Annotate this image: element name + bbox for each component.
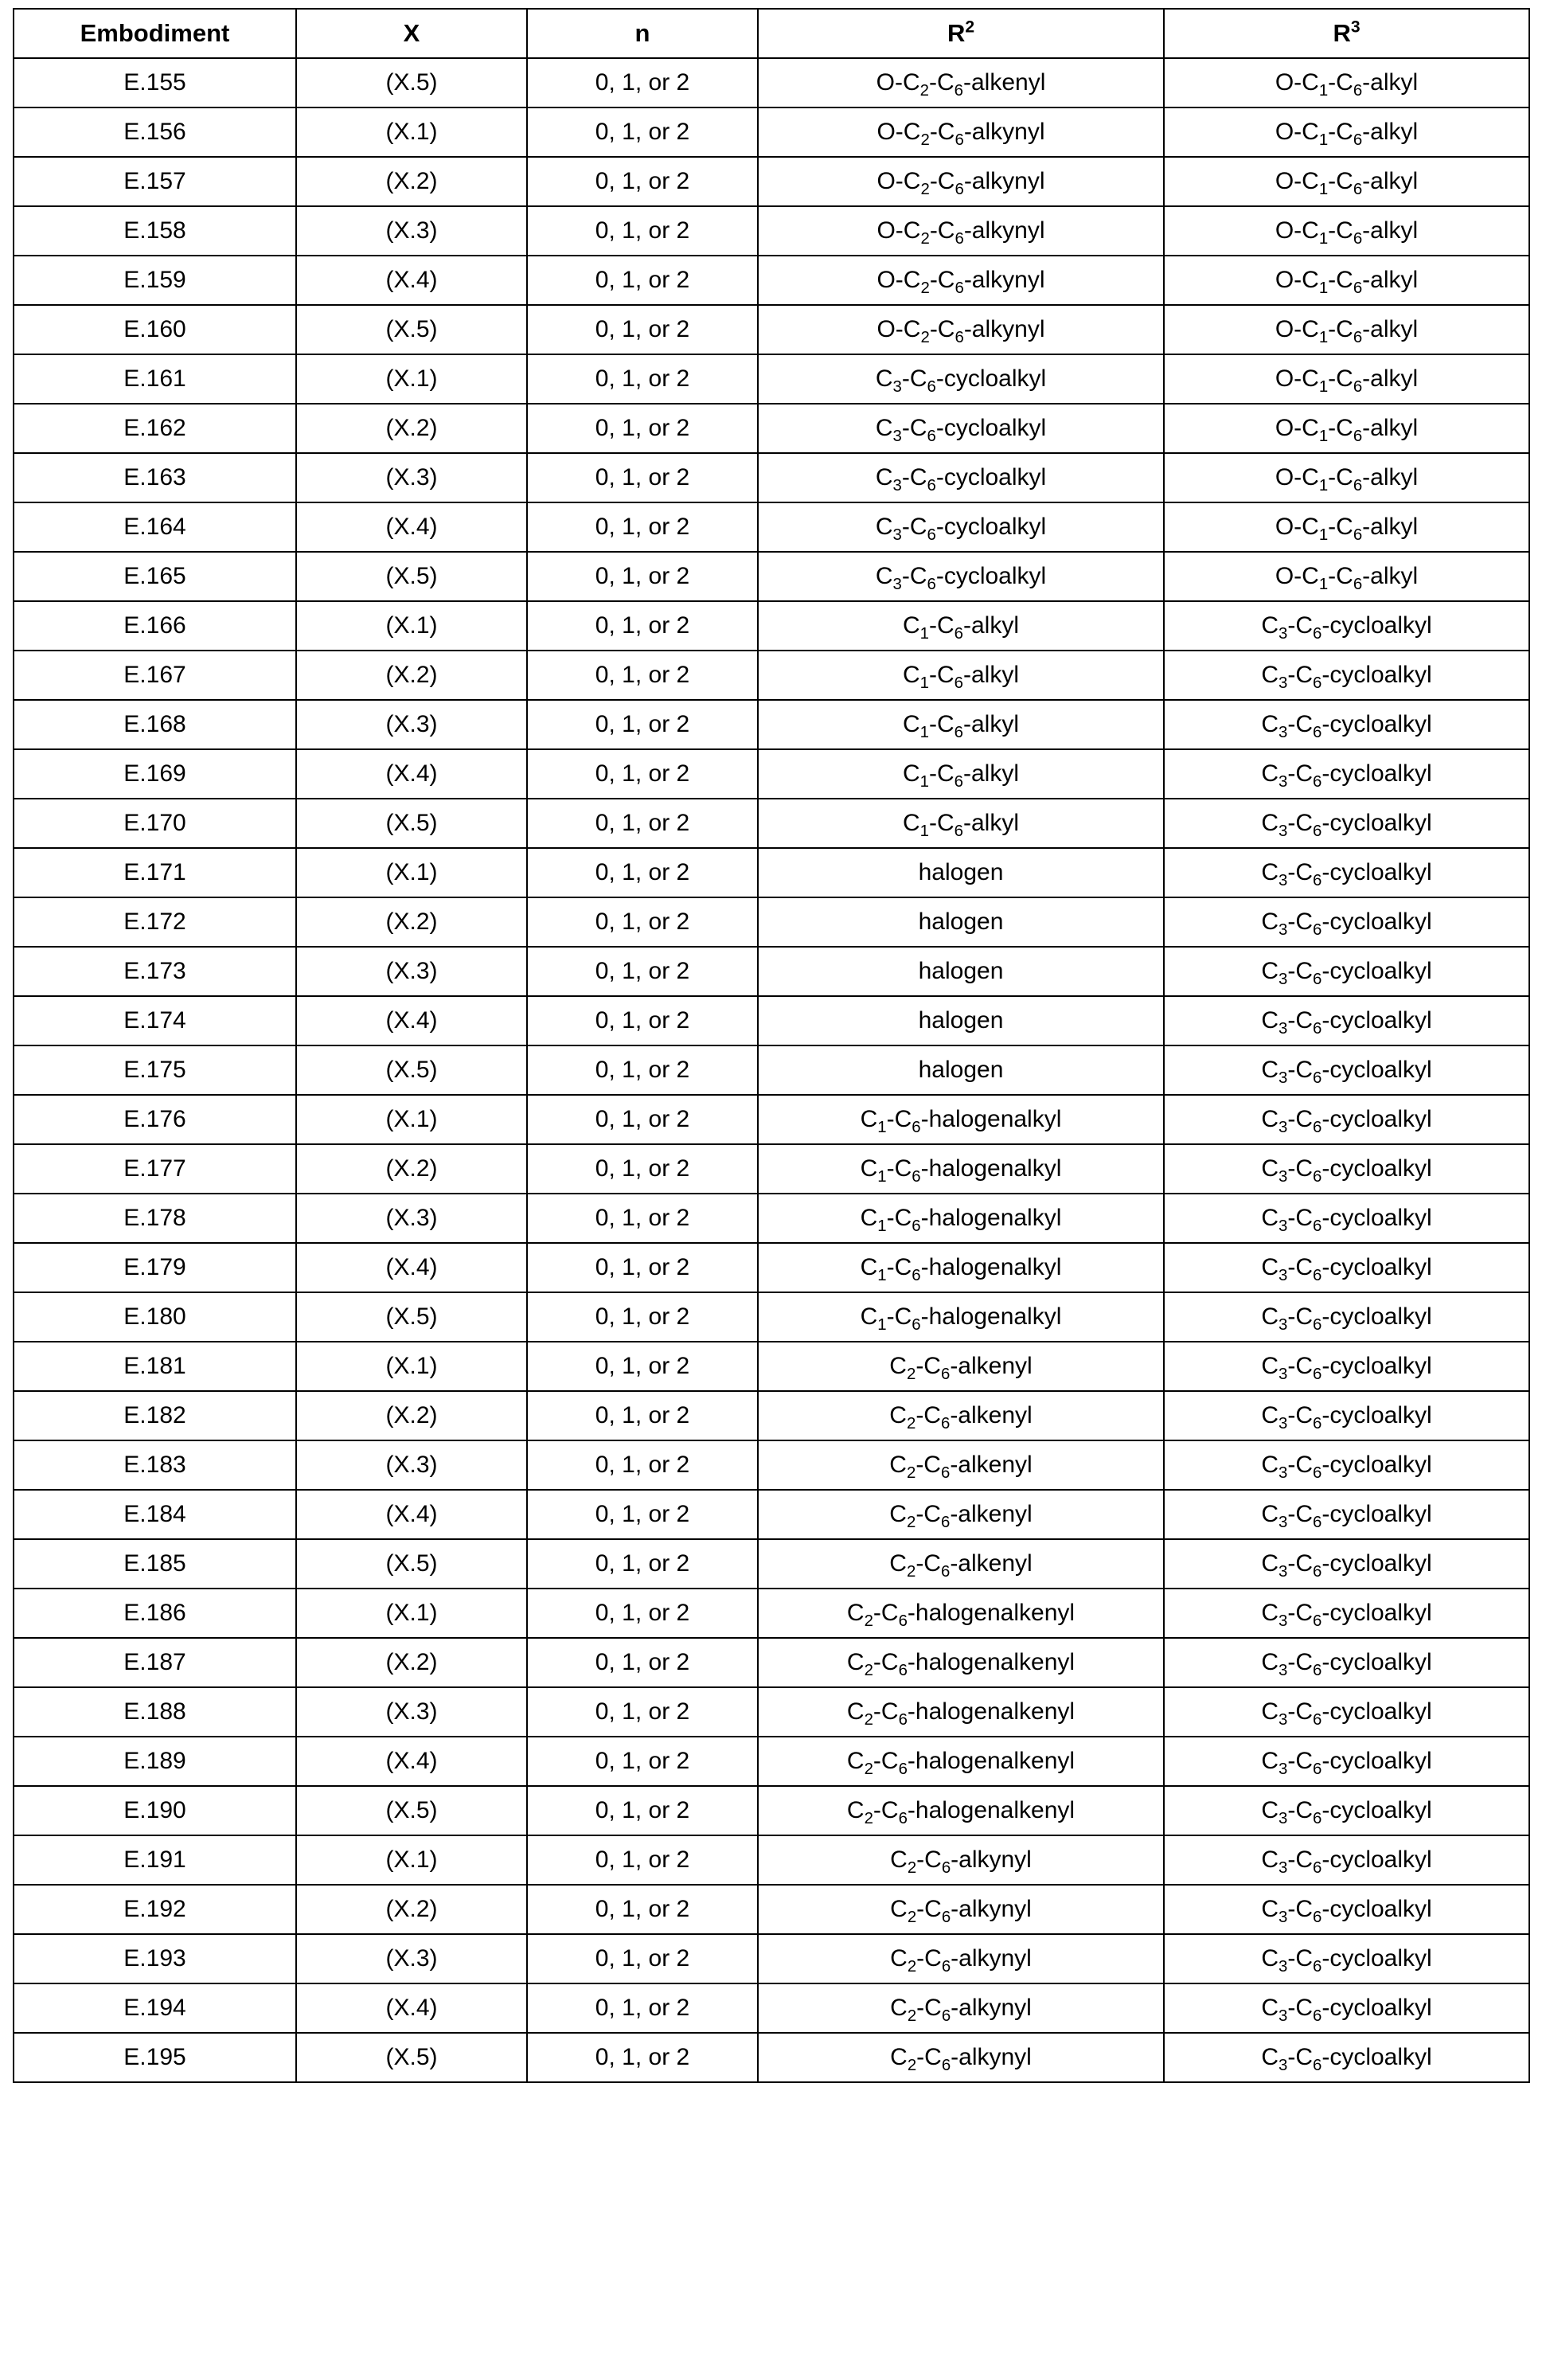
cell-r2: $C_2-C_6$-alkynyl <box>758 1983 1164 2033</box>
cell-r3: $C_3-C_6$-cycloalkyl <box>1164 1243 1529 1292</box>
cell-n: 0, 1, or 2 <box>527 1835 758 1885</box>
cell-x: (X.4) <box>296 1737 527 1786</box>
cell-embodiment: E.168 <box>14 700 296 749</box>
table-row <box>14 256 1529 305</box>
cell-r3: $C_3-C_6$-cycloalkyl <box>1164 1045 1529 1095</box>
table-row <box>14 1243 1529 1292</box>
cell-r2: $C_1-C_6$-alkyl <box>758 601 1164 651</box>
cell-embodiment: E.163 <box>14 453 296 502</box>
cell-r2: $C_2-C_6$-alkynyl <box>758 1835 1164 1885</box>
cell-r2: $C_1-C_6$-alkyl <box>758 651 1164 700</box>
cell-embodiment: E.158 <box>14 206 296 256</box>
cell-r2: $C_1-C_6$-halogenalkyl <box>758 1144 1164 1194</box>
cell-n: 0, 1, or 2 <box>527 552 758 601</box>
cell-r2: $C_3-C_6$-cycloalkyl <box>758 552 1164 601</box>
cell-r2: $C_2-C_6$-halogenalkenyl <box>758 1737 1164 1786</box>
cell-x: (X.5) <box>296 2033 527 2082</box>
cell-r2: $C_2-C_6$-halogenalkenyl <box>758 1589 1164 1638</box>
cell-embodiment: E.185 <box>14 1539 296 1589</box>
cell-n: 0, 1, or 2 <box>527 1342 758 1391</box>
cell-r3: $C_3-C_6$-cycloalkyl <box>1164 1194 1529 1243</box>
cell-r2: $C_2-C_6$-alkenyl <box>758 1342 1164 1391</box>
table-row <box>14 453 1529 502</box>
cell-x: (X.3) <box>296 453 527 502</box>
cell-r2: $C_1-C_6$-halogenalkyl <box>758 1243 1164 1292</box>
cell-embodiment: E.172 <box>14 897 296 947</box>
cell-n: 0, 1, or 2 <box>527 1045 758 1095</box>
table-row <box>14 1490 1529 1539</box>
table-row <box>14 1983 1529 2033</box>
cell-r3: $C_3-C_6$-cycloalkyl <box>1164 1292 1529 1342</box>
cell-n: 0, 1, or 2 <box>527 502 758 552</box>
cell-r2: $C_2-C_6$-alkynyl <box>758 1934 1164 1983</box>
cell-n: 0, 1, or 2 <box>527 897 758 947</box>
cell-embodiment: E.181 <box>14 1342 296 1391</box>
table-row <box>14 651 1529 700</box>
cell-n: 0, 1, or 2 <box>527 1144 758 1194</box>
cell-r2: $C_2-C_6$-alkynyl <box>758 2033 1164 2082</box>
cell-x: (X.4) <box>296 1983 527 2033</box>
cell-r3: $C_3-C_6$-cycloalkyl <box>1164 1539 1529 1589</box>
cell-x: (X.2) <box>296 157 527 206</box>
cell-embodiment: E.171 <box>14 848 296 897</box>
cell-embodiment: E.165 <box>14 552 296 601</box>
table-row <box>14 1539 1529 1589</box>
cell-n: 0, 1, or 2 <box>527 256 758 305</box>
table-row <box>14 58 1529 107</box>
cell-x: (X.4) <box>296 996 527 1045</box>
cell-r3: $C_3-C_6$-cycloalkyl <box>1164 651 1529 700</box>
cell-x: (X.5) <box>296 552 527 601</box>
cell-x: (X.1) <box>296 1342 527 1391</box>
cell-embodiment: E.164 <box>14 502 296 552</box>
cell-n: 0, 1, or 2 <box>527 305 758 354</box>
table-row <box>14 1737 1529 1786</box>
cell-x: (X.1) <box>296 848 527 897</box>
cell-r2: halogen <box>758 1045 1164 1095</box>
cell-r3: $O-C_1-C_6$-alkyl <box>1164 552 1529 601</box>
cell-r2: halogen <box>758 897 1164 947</box>
cell-r3: $C_3-C_6$-cycloalkyl <box>1164 848 1529 897</box>
cell-x: (X.4) <box>296 749 527 799</box>
cell-r2: $C_1-C_6$-halogenalkyl <box>758 1292 1164 1342</box>
cell-n: 0, 1, or 2 <box>527 700 758 749</box>
cell-r2: $C_2-C_6$-halogenalkenyl <box>758 1786 1164 1835</box>
cell-n: 0, 1, or 2 <box>527 1737 758 1786</box>
cell-x: (X.4) <box>296 502 527 552</box>
cell-r3: $O-C_1-C_6$-alkyl <box>1164 453 1529 502</box>
cell-r2: $O-C_2-C_6$-alkenyl <box>758 58 1164 107</box>
cell-r3: $O-C_1-C_6$-alkyl <box>1164 256 1529 305</box>
table-row <box>14 107 1529 157</box>
cell-embodiment: E.170 <box>14 799 296 848</box>
table-row <box>14 1045 1529 1095</box>
cell-x: (X.5) <box>296 1539 527 1589</box>
table-header-row <box>14 9 1529 58</box>
cell-r3: $C_3-C_6$-cycloalkyl <box>1164 1934 1529 1983</box>
cell-embodiment: E.188 <box>14 1687 296 1737</box>
cell-x: (X.1) <box>296 1589 527 1638</box>
cell-n: 0, 1, or 2 <box>527 848 758 897</box>
table-row <box>14 1095 1529 1144</box>
cell-x: (X.5) <box>296 799 527 848</box>
cell-r2: $O-C_2-C_6$-alkynyl <box>758 206 1164 256</box>
cell-r2: $C_2-C_6$-alkynyl <box>758 1885 1164 1934</box>
cell-r3: $C_3-C_6$-cycloalkyl <box>1164 700 1529 749</box>
cell-embodiment: E.193 <box>14 1934 296 1983</box>
cell-r2: $C_2-C_6$-alkenyl <box>758 1391 1164 1440</box>
table-row <box>14 1342 1529 1391</box>
table-row <box>14 502 1529 552</box>
cell-n: 0, 1, or 2 <box>527 1440 758 1490</box>
cell-x: (X.3) <box>296 1687 527 1737</box>
cell-r2: $C_1-C_6$-halogenalkyl <box>758 1095 1164 1144</box>
cell-r2: $C_2-C_6$-halogenalkenyl <box>758 1638 1164 1687</box>
table-row <box>14 157 1529 206</box>
cell-n: 0, 1, or 2 <box>527 206 758 256</box>
cell-embodiment: E.189 <box>14 1737 296 1786</box>
cell-r3: $C_3-C_6$-cycloalkyl <box>1164 601 1529 651</box>
cell-embodiment: E.173 <box>14 947 296 996</box>
cell-n: 0, 1, or 2 <box>527 157 758 206</box>
cell-r3: $C_3-C_6$-cycloalkyl <box>1164 1687 1529 1737</box>
cell-r2: $O-C_2-C_6$-alkynyl <box>758 157 1164 206</box>
cell-r3: $O-C_1-C_6$-alkyl <box>1164 206 1529 256</box>
cell-embodiment: E.162 <box>14 404 296 453</box>
table-row <box>14 1786 1529 1835</box>
cell-n: 0, 1, or 2 <box>527 1194 758 1243</box>
cell-x: (X.4) <box>296 1490 527 1539</box>
cell-r2: $C_1-C_6$-alkyl <box>758 749 1164 799</box>
table-row <box>14 1687 1529 1737</box>
table-row <box>14 601 1529 651</box>
cell-n: 0, 1, or 2 <box>527 1589 758 1638</box>
cell-r3: $C_3-C_6$-cycloalkyl <box>1164 947 1529 996</box>
cell-r2: $C_2-C_6$-alkenyl <box>758 1490 1164 1539</box>
cell-x: (X.3) <box>296 700 527 749</box>
cell-x: (X.1) <box>296 601 527 651</box>
cell-r3: $C_3-C_6$-cycloalkyl <box>1164 1342 1529 1391</box>
cell-r2: $C_1-C_6$-alkyl <box>758 799 1164 848</box>
cell-embodiment: E.184 <box>14 1490 296 1539</box>
cell-r3: $O-C_1-C_6$-alkyl <box>1164 404 1529 453</box>
cell-n: 0, 1, or 2 <box>527 107 758 157</box>
cell-r3: $C_3-C_6$-cycloalkyl <box>1164 749 1529 799</box>
table-body <box>14 58 1529 2082</box>
table-row <box>14 1835 1529 1885</box>
cell-r3: $C_3-C_6$-cycloalkyl <box>1164 897 1529 947</box>
cell-n: 0, 1, or 2 <box>527 996 758 1045</box>
cell-embodiment: E.182 <box>14 1391 296 1440</box>
table-row <box>14 1885 1529 1934</box>
cell-embodiment: E.183 <box>14 1440 296 1490</box>
cell-r2: $C_3-C_6$-cycloalkyl <box>758 404 1164 453</box>
cell-x: (X.3) <box>296 947 527 996</box>
cell-r2: $C_2-C_6$-halogenalkenyl <box>758 1687 1164 1737</box>
cell-r3: $C_3-C_6$-cycloalkyl <box>1164 799 1529 848</box>
cell-embodiment: E.155 <box>14 58 296 107</box>
cell-embodiment: E.159 <box>14 256 296 305</box>
cell-x: (X.5) <box>296 1045 527 1095</box>
cell-n: 0, 1, or 2 <box>527 1638 758 1687</box>
table-row <box>14 1934 1529 1983</box>
cell-r2: $C_3-C_6$-cycloalkyl <box>758 354 1164 404</box>
cell-embodiment: E.156 <box>14 107 296 157</box>
cell-embodiment: E.180 <box>14 1292 296 1342</box>
cell-x: (X.2) <box>296 1144 527 1194</box>
cell-x: (X.4) <box>296 1243 527 1292</box>
cell-n: 0, 1, or 2 <box>527 1391 758 1440</box>
cell-r2: $C_3-C_6$-cycloalkyl <box>758 453 1164 502</box>
cell-r2: $C_2-C_6$-alkenyl <box>758 1440 1164 1490</box>
cell-r3: $C_3-C_6$-cycloalkyl <box>1164 1095 1529 1144</box>
cell-r2: $C_1-C_6$-alkyl <box>758 700 1164 749</box>
cell-embodiment: E.160 <box>14 305 296 354</box>
cell-r2: $O-C_2-C_6$-alkynyl <box>758 305 1164 354</box>
cell-x: (X.5) <box>296 1292 527 1342</box>
table-row <box>14 897 1529 947</box>
cell-x: (X.5) <box>296 58 527 107</box>
table-row <box>14 552 1529 601</box>
cell-embodiment: E.167 <box>14 651 296 700</box>
cell-r2: $C_3-C_6$-cycloalkyl <box>758 502 1164 552</box>
cell-embodiment: E.195 <box>14 2033 296 2082</box>
cell-r2: $O-C_2-C_6$-alkynyl <box>758 256 1164 305</box>
cell-x: (X.5) <box>296 1786 527 1835</box>
cell-x: (X.2) <box>296 404 527 453</box>
cell-n: 0, 1, or 2 <box>527 2033 758 2082</box>
cell-r2: $C_2-C_6$-alkenyl <box>758 1539 1164 1589</box>
cell-r2: halogen <box>758 947 1164 996</box>
cell-r3: $C_3-C_6$-cycloalkyl <box>1164 2033 1529 2082</box>
cell-embodiment: E.179 <box>14 1243 296 1292</box>
cell-r3: $C_3-C_6$-cycloalkyl <box>1164 1490 1529 1539</box>
cell-embodiment: E.166 <box>14 601 296 651</box>
cell-n: 0, 1, or 2 <box>527 799 758 848</box>
cell-r3: $O-C_1-C_6$-alkyl <box>1164 157 1529 206</box>
cell-x: (X.3) <box>296 1440 527 1490</box>
table-row <box>14 1144 1529 1194</box>
cell-r3: $C_3-C_6$-cycloalkyl <box>1164 1737 1529 1786</box>
column-header-r2: $R^2$ <box>758 9 1164 58</box>
column-header-x: X <box>296 9 527 58</box>
cell-r2: halogen <box>758 996 1164 1045</box>
cell-n: 0, 1, or 2 <box>527 749 758 799</box>
cell-r2: $C_1-C_6$-halogenalkyl <box>758 1194 1164 1243</box>
cell-embodiment: E.175 <box>14 1045 296 1095</box>
table-row <box>14 799 1529 848</box>
table-row <box>14 2033 1529 2082</box>
cell-r3: $C_3-C_6$-cycloalkyl <box>1164 1835 1529 1885</box>
cell-embodiment: E.161 <box>14 354 296 404</box>
cell-x: (X.1) <box>296 107 527 157</box>
table-header <box>14 9 1529 58</box>
cell-r3: $O-C_1-C_6$-alkyl <box>1164 354 1529 404</box>
cell-r3: $O-C_1-C_6$-alkyl <box>1164 305 1529 354</box>
cell-x: (X.3) <box>296 1194 527 1243</box>
cell-r3: $C_3-C_6$-cycloalkyl <box>1164 1144 1529 1194</box>
table-row <box>14 404 1529 453</box>
cell-embodiment: E.177 <box>14 1144 296 1194</box>
cell-r3: $C_3-C_6$-cycloalkyl <box>1164 1391 1529 1440</box>
cell-embodiment: E.169 <box>14 749 296 799</box>
cell-n: 0, 1, or 2 <box>527 651 758 700</box>
cell-embodiment: E.176 <box>14 1095 296 1144</box>
cell-n: 0, 1, or 2 <box>527 1885 758 1934</box>
column-header-embodiment: Embodiment <box>14 9 296 58</box>
cell-r2: halogen <box>758 848 1164 897</box>
cell-n: 0, 1, or 2 <box>527 404 758 453</box>
cell-r3: $C_3-C_6$-cycloalkyl <box>1164 1589 1529 1638</box>
cell-n: 0, 1, or 2 <box>527 354 758 404</box>
cell-embodiment: E.192 <box>14 1885 296 1934</box>
cell-r3: $C_3-C_6$-cycloalkyl <box>1164 1440 1529 1490</box>
table-row <box>14 749 1529 799</box>
cell-n: 0, 1, or 2 <box>527 1983 758 2033</box>
cell-n: 0, 1, or 2 <box>527 1539 758 1589</box>
cell-x: (X.2) <box>296 1638 527 1687</box>
cell-x: (X.3) <box>296 1934 527 1983</box>
embodiment-table <box>13 8 1530 2083</box>
cell-r3: $O-C_1-C_6$-alkyl <box>1164 58 1529 107</box>
cell-r3: $C_3-C_6$-cycloalkyl <box>1164 996 1529 1045</box>
column-header-n: n <box>527 9 758 58</box>
cell-x: (X.2) <box>296 897 527 947</box>
cell-n: 0, 1, or 2 <box>527 1292 758 1342</box>
cell-x: (X.1) <box>296 1835 527 1885</box>
column-header-r3: $R^3$ <box>1164 9 1529 58</box>
table-row <box>14 1391 1529 1440</box>
cell-x: (X.4) <box>296 256 527 305</box>
cell-x: (X.2) <box>296 1391 527 1440</box>
cell-x: (X.1) <box>296 1095 527 1144</box>
cell-embodiment: E.190 <box>14 1786 296 1835</box>
cell-r3: $C_3-C_6$-cycloalkyl <box>1164 1983 1529 2033</box>
cell-x: (X.2) <box>296 1885 527 1934</box>
table-row <box>14 1440 1529 1490</box>
cell-r3: $C_3-C_6$-cycloalkyl <box>1164 1638 1529 1687</box>
cell-x: (X.1) <box>296 354 527 404</box>
table-row <box>14 1292 1529 1342</box>
cell-embodiment: E.174 <box>14 996 296 1045</box>
cell-embodiment: E.191 <box>14 1835 296 1885</box>
cell-r3: $O-C_1-C_6$-alkyl <box>1164 502 1529 552</box>
cell-x: (X.3) <box>296 206 527 256</box>
cell-x: (X.5) <box>296 305 527 354</box>
cell-n: 0, 1, or 2 <box>527 1095 758 1144</box>
table-row <box>14 1194 1529 1243</box>
cell-embodiment: E.186 <box>14 1589 296 1638</box>
cell-r3: $C_3-C_6$-cycloalkyl <box>1164 1885 1529 1934</box>
table-row <box>14 1589 1529 1638</box>
cell-x: (X.2) <box>296 651 527 700</box>
table-row <box>14 947 1529 996</box>
cell-n: 0, 1, or 2 <box>527 1934 758 1983</box>
cell-n: 0, 1, or 2 <box>527 601 758 651</box>
cell-embodiment: E.194 <box>14 1983 296 2033</box>
cell-embodiment: E.157 <box>14 157 296 206</box>
cell-n: 0, 1, or 2 <box>527 453 758 502</box>
table-row <box>14 996 1529 1045</box>
cell-n: 0, 1, or 2 <box>527 947 758 996</box>
table-row <box>14 305 1529 354</box>
cell-r3: $C_3-C_6$-cycloalkyl <box>1164 1786 1529 1835</box>
table-row <box>14 354 1529 404</box>
table-row <box>14 1638 1529 1687</box>
table-row <box>14 700 1529 749</box>
cell-r2: $O-C_2-C_6$-alkynyl <box>758 107 1164 157</box>
cell-n: 0, 1, or 2 <box>527 1786 758 1835</box>
table-row <box>14 848 1529 897</box>
table-row <box>14 206 1529 256</box>
cell-r3: $O-C_1-C_6$-alkyl <box>1164 107 1529 157</box>
cell-n: 0, 1, or 2 <box>527 1243 758 1292</box>
cell-n: 0, 1, or 2 <box>527 1490 758 1539</box>
cell-embodiment: E.178 <box>14 1194 296 1243</box>
cell-embodiment: E.187 <box>14 1638 296 1687</box>
cell-n: 0, 1, or 2 <box>527 1687 758 1737</box>
cell-n: 0, 1, or 2 <box>527 58 758 107</box>
